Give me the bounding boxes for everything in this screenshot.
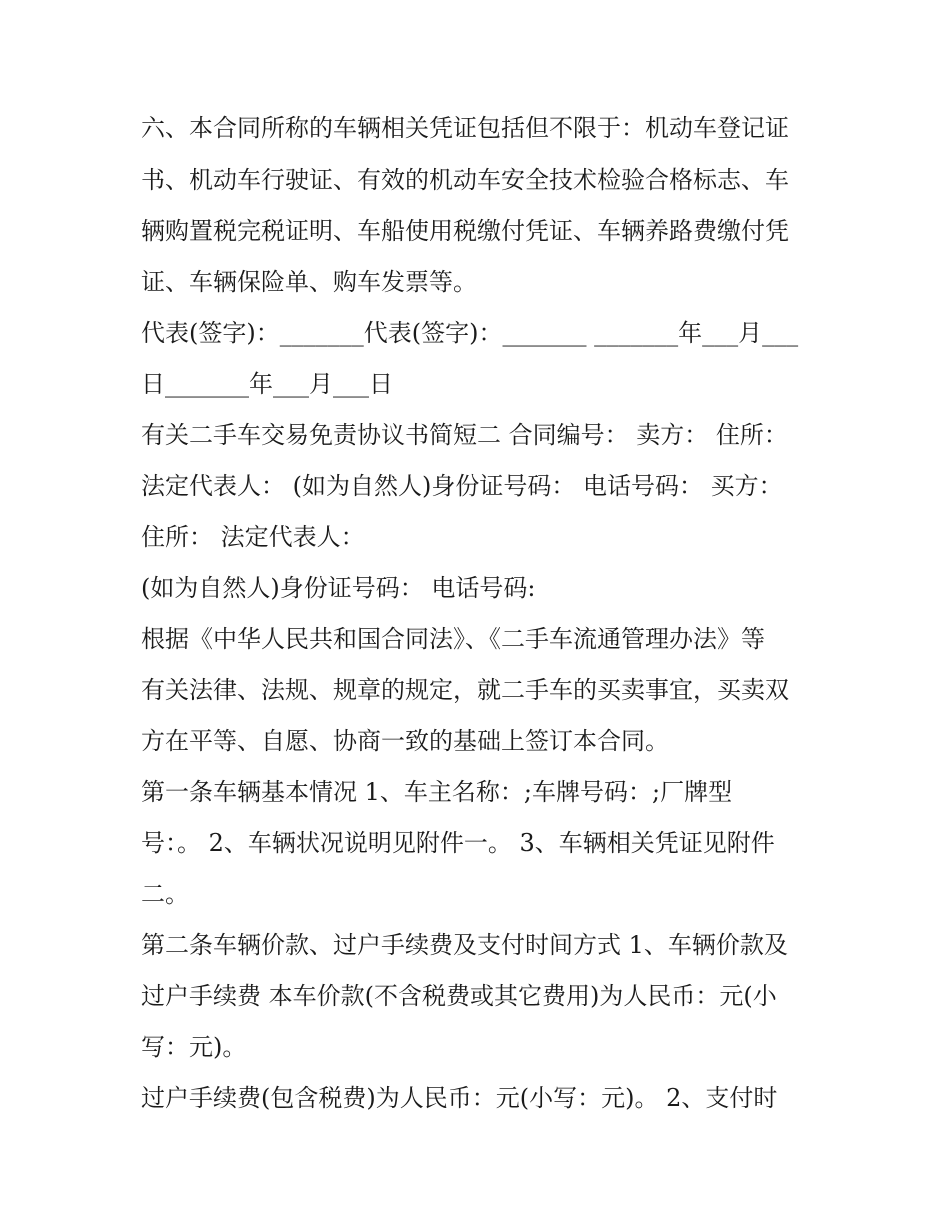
text-line: 第一条车辆基本情况 1、车主名称：;车牌号码：;厂牌型 [141, 778, 733, 806]
text-line: 二。 [141, 880, 189, 908]
text-line: 写：元)。 [141, 1033, 247, 1061]
text-line: 号：。 2、车辆状况说明见附件一。 3、车辆相关凭证见附件 [141, 829, 775, 857]
text-line: 有关法律、法规、规章的规定，就二手车的买卖事宜，买卖双 [141, 676, 789, 704]
text-line: 法定代表人： (如为自然人)身份证号码： 电话号码： 买方： [141, 472, 783, 500]
text-line: 有关二手车交易免责协议书简短二 合同编号： 卖方： 住所： [141, 421, 788, 449]
text-line: 方在平等、自愿、协商一致的基础上签订本合同。 [141, 727, 669, 755]
text-line: 辆购置税完税证明、车船使用税缴付凭证、车辆养路费缴付凭 [141, 217, 789, 245]
text-line: 第二条车辆价款、过户手续费及支付时间方式 1、车辆价款及 [141, 931, 788, 959]
text-line: 根据《中华人民共和国合同法》、《二手车流通管理办法》等 [141, 625, 765, 653]
text-line: 日_______年___月___日 [141, 370, 393, 398]
text-line: 证、车辆保险单、购车发票等。 [141, 268, 477, 296]
text-line: 六、本合同所称的车辆相关凭证包括但不限于：机动车登记证 [141, 114, 789, 142]
text-line: 住所： 法定代表人： [141, 523, 365, 551]
text-line: 书、机动车行驶证、有效的机动车安全技术检验合格标志、车 [141, 166, 789, 194]
text-line: 代表(签字)：_______代表(签字)：_______ _______年___月___ [141, 319, 799, 347]
text-line: 过户手续费(包含税费)为人民币：元(小写：元)。 2、支付时 [141, 1084, 778, 1112]
text-line: (如为自然人)身份证号码： 电话号码: [141, 574, 536, 602]
text-line: 过户手续费 本车价款(不含税费或其它费用)为人民币：元(小 [141, 982, 777, 1010]
